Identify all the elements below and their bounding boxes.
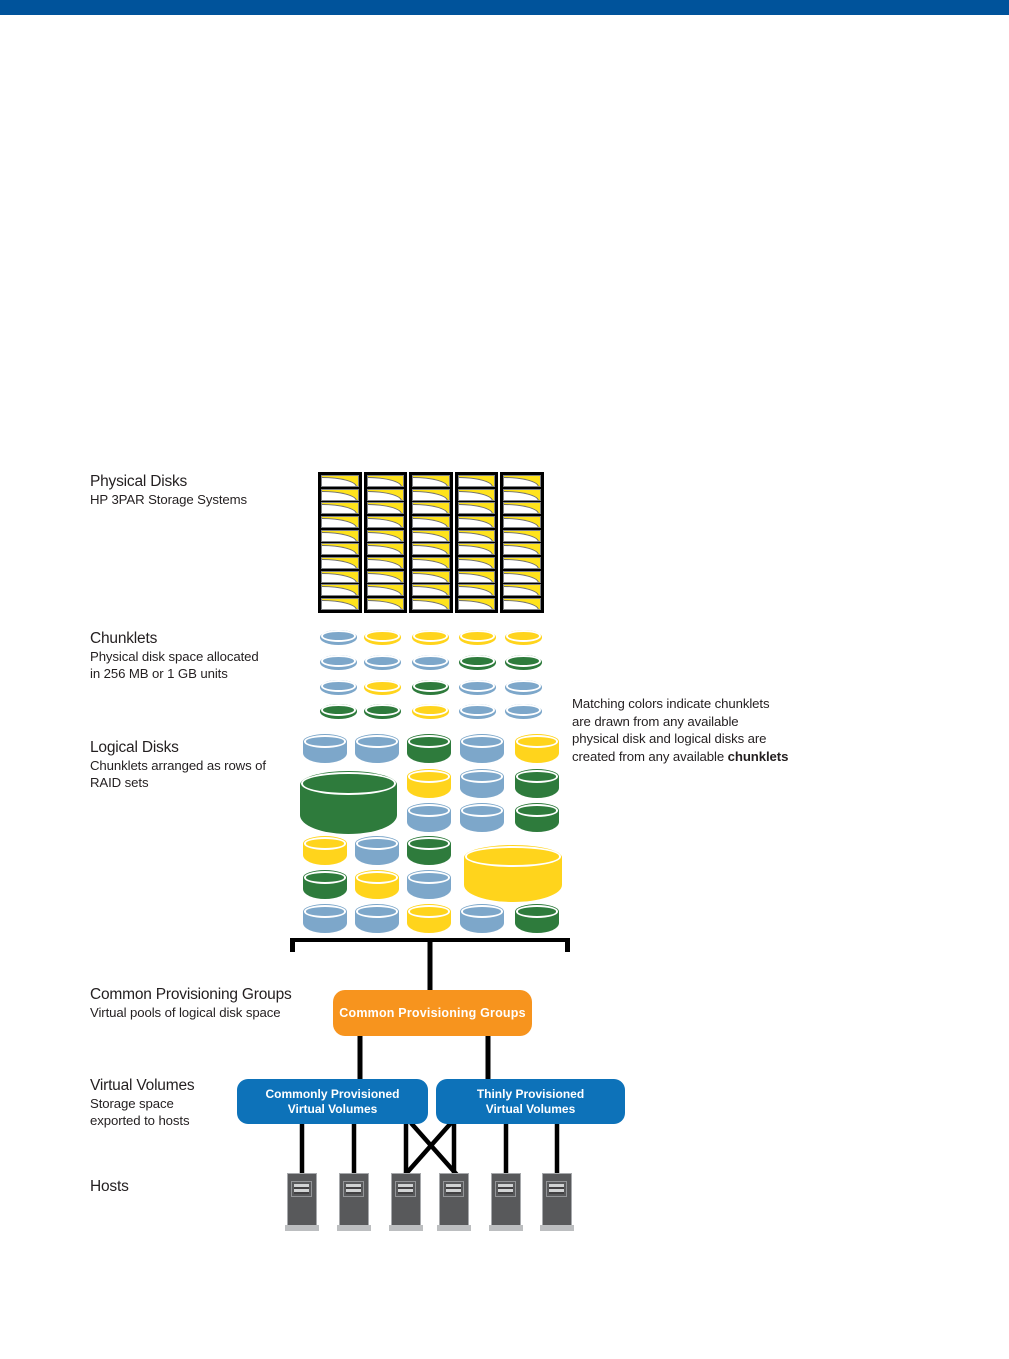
physical-disks-title: Physical Disks: [90, 473, 188, 490]
logical-disk-blue: [355, 734, 399, 763]
logical-disk-blue: [407, 803, 451, 832]
disk-slot: [458, 489, 496, 501]
chunklets-desc-line2: in 256 MB or 1 GB units: [90, 666, 228, 681]
host-body: [542, 1173, 572, 1226]
chunklet-blue: [364, 655, 401, 670]
chunklet-green: [320, 704, 357, 719]
host-vent-panel: [495, 1181, 516, 1197]
logical-disk-blue: [303, 734, 347, 763]
note-line2: are drawn from any available: [572, 713, 739, 729]
disk-slot: [458, 516, 496, 528]
cross-link-right-to-host3: [404, 1123, 451, 1176]
virtual-volumes-desc-line1: Storage space: [90, 1096, 174, 1111]
chunklet-yellow: [364, 630, 401, 645]
chunklet-blue: [320, 680, 357, 695]
disk-slot: [412, 516, 450, 528]
cpg-desc: Virtual pools of logical disk space: [90, 1005, 281, 1020]
logical-disk-blue: [355, 904, 399, 933]
disk-slot: [321, 502, 359, 514]
chunklets-label: [90, 629, 259, 682]
chunklet-yellow: [364, 680, 401, 695]
disk-slot: [458, 502, 496, 514]
chunklet-yellow: [505, 630, 542, 645]
physical-disk-towers: [318, 472, 544, 613]
disk-slot: [367, 598, 405, 610]
physical-disks-label: [90, 472, 247, 508]
chunklet-blue: [459, 680, 496, 695]
disk-slot: [367, 475, 405, 487]
chunklet-yellow: [412, 704, 449, 719]
logical-disk-large-green: [300, 771, 397, 834]
disk-slot: [503, 475, 541, 487]
logical-disk-blue: [460, 769, 504, 798]
disk-slot: [458, 530, 496, 542]
disk-slot: [412, 571, 450, 583]
disk-slot: [367, 543, 405, 555]
disk-tower: [409, 472, 453, 613]
logical-disk-blue: [355, 836, 399, 865]
vv-right-line1: Thinly Provisioned: [476, 1086, 585, 1101]
disk-slot: [412, 598, 450, 610]
chunklet-yellow: [459, 630, 496, 645]
disk-slot: [321, 557, 359, 569]
logical-disk-green: [407, 734, 451, 763]
disk-slot: [321, 598, 359, 610]
disk-slot: [503, 584, 541, 596]
disk-slot: [458, 557, 496, 569]
disk-slot: [458, 584, 496, 596]
cpg-box-label: Common Provisioning Groups: [339, 1006, 526, 1020]
disk-slot: [321, 571, 359, 583]
disk-slot: [458, 475, 496, 487]
logical-disks-title: Logical Disks: [90, 739, 179, 756]
host-vent-panel: [395, 1181, 416, 1197]
cross-link-left-to-host4: [411, 1123, 458, 1176]
chunklet-blue: [505, 704, 542, 719]
host-server: [339, 1173, 369, 1231]
matching-colors-note: [572, 695, 788, 765]
note-line1: Matching colors indicate chunklets: [572, 696, 770, 711]
disk-slot: [412, 543, 450, 555]
disk-slot: [367, 502, 405, 514]
disk-slot: [367, 557, 405, 569]
logical-disk-green: [407, 836, 451, 865]
logical-disk-green: [515, 803, 559, 832]
virtual-volumes-desc-line2: exported to hosts: [90, 1113, 190, 1128]
disk-slot: [367, 584, 405, 596]
host-body: [391, 1173, 421, 1226]
vv-left-line2: Virtual Volumes: [287, 1101, 378, 1116]
logical-disk-blue: [407, 870, 451, 899]
chunklet-blue: [459, 704, 496, 719]
host-server: [491, 1173, 521, 1231]
disk-slot: [412, 584, 450, 596]
host-vent-panel: [443, 1181, 464, 1197]
chunklet-green: [459, 655, 496, 670]
logical-disk-green: [515, 769, 559, 798]
chunklet-green: [364, 704, 401, 719]
disk-slot: [503, 530, 541, 542]
host-body: [439, 1173, 469, 1226]
chunklet-green: [412, 680, 449, 695]
host-base: [437, 1225, 471, 1231]
chunklet-blue: [320, 630, 357, 645]
disk-slot: [367, 530, 405, 542]
disk-slot: [458, 543, 496, 555]
logical-disk-green: [515, 904, 559, 933]
logical-disk-yellow: [407, 904, 451, 933]
chunklet-blue: [320, 655, 357, 670]
logical-disk-yellow: [407, 769, 451, 798]
logical-disk-blue: [460, 803, 504, 832]
disk-tower: [318, 472, 362, 613]
disk-slot: [412, 502, 450, 514]
disk-slot: [503, 557, 541, 569]
host-server: [439, 1173, 469, 1231]
cpg-title: Common Provisioning Groups: [90, 986, 292, 1003]
logical-disks-desc-line1: Chunklets arranged as rows of: [90, 758, 266, 773]
chunklet-blue: [505, 680, 542, 695]
disk-slot: [367, 516, 405, 528]
vv-right-line2: Virtual Volumes: [485, 1101, 576, 1116]
disk-slot: [367, 571, 405, 583]
disk-slot: [412, 557, 450, 569]
disk-slot: [321, 489, 359, 501]
host-vent-panel: [546, 1181, 567, 1197]
thinly-provisioned-vv-box: [436, 1079, 625, 1124]
cpg-box: [333, 990, 532, 1036]
virtual-volumes-title: Virtual Volumes: [90, 1077, 195, 1094]
disk-slot: [321, 530, 359, 542]
disk-slot: [503, 516, 541, 528]
disk-slot: [503, 571, 541, 583]
host-server: [542, 1173, 572, 1231]
chunklet-yellow: [412, 630, 449, 645]
vv-left-line1: Commonly Provisioned: [265, 1086, 400, 1101]
logical-disks-label: [90, 738, 266, 791]
disk-tower: [455, 472, 499, 613]
physical-disks-subtitle: HP 3PAR Storage Systems: [90, 492, 247, 507]
host-base: [489, 1225, 523, 1231]
note-line3: physical disk and logical disks are: [572, 731, 767, 746]
host-server: [287, 1173, 317, 1231]
host-base: [389, 1225, 423, 1231]
virtual-volumes-label: [90, 1076, 194, 1129]
page-header-bar: [0, 0, 1009, 15]
chunklets-title: Chunklets: [90, 630, 158, 647]
disk-slot: [367, 489, 405, 501]
chunklet-blue: [412, 655, 449, 670]
disk-slot: [321, 516, 359, 528]
disk-slot: [503, 502, 541, 514]
host-base: [285, 1225, 319, 1231]
disk-slot: [503, 598, 541, 610]
disk-slot: [458, 571, 496, 583]
host-base: [540, 1225, 574, 1231]
host-base: [337, 1225, 371, 1231]
logical-disks-desc-line2: RAID sets: [90, 775, 149, 790]
chunklet-green: [505, 655, 542, 670]
hosts-label: [90, 1177, 129, 1196]
disk-slot: [503, 489, 541, 501]
disk-slot: [412, 530, 450, 542]
commonly-provisioned-vv-box: [237, 1079, 428, 1124]
host-vent-panel: [291, 1181, 312, 1197]
disk-slot: [321, 475, 359, 487]
hosts-title: Hosts: [90, 1178, 129, 1195]
host-vent-panel: [343, 1181, 364, 1197]
host-body: [491, 1173, 521, 1226]
disk-slot: [321, 543, 359, 555]
logical-disk-yellow: [303, 836, 347, 865]
logical-disk-yellow: [355, 870, 399, 899]
logical-disk-blue: [303, 904, 347, 933]
host-body: [339, 1173, 369, 1226]
note-line4: created from any available chunklets: [572, 748, 789, 764]
disk-slot: [503, 543, 541, 555]
logical-disk-green: [303, 870, 347, 899]
disk-slot: [412, 489, 450, 501]
disk-slot: [321, 584, 359, 596]
logical-disk-blue: [460, 734, 504, 763]
disk-slot: [412, 475, 450, 487]
disk-slot: [458, 598, 496, 610]
logical-disk-yellow: [515, 734, 559, 763]
host-body: [287, 1173, 317, 1226]
host-server: [391, 1173, 421, 1231]
logical-disk-blue: [460, 904, 504, 933]
logical-disk-large-yellow: [464, 845, 562, 902]
disk-tower: [364, 472, 408, 613]
chunklets-desc-line1: Physical disk space allocated: [90, 649, 259, 664]
cpg-label: [90, 985, 292, 1021]
disk-tower: [500, 472, 544, 613]
